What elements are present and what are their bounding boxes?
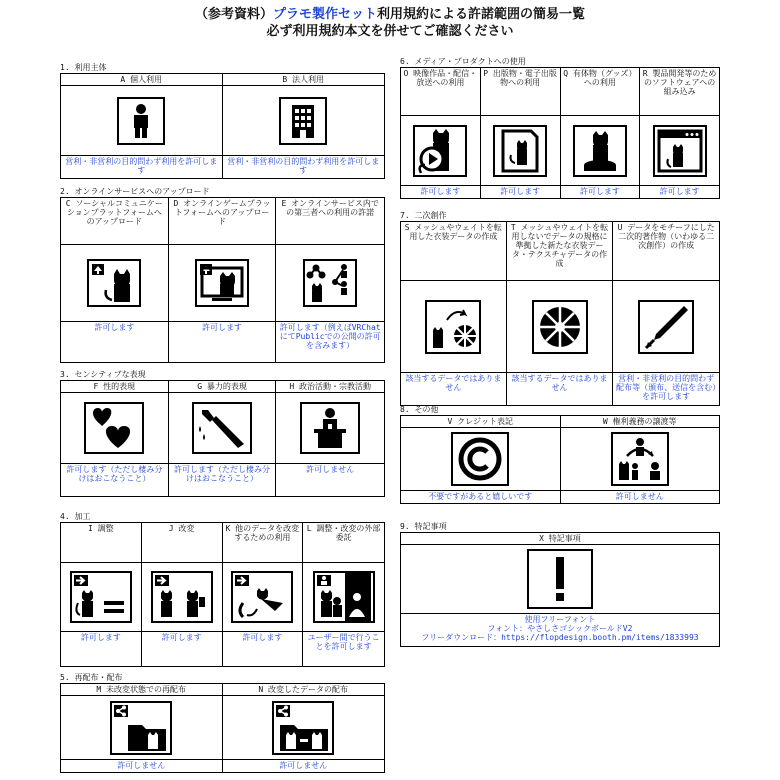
cell-header: F 性的表現	[61, 381, 168, 393]
outsource-icon	[313, 571, 375, 623]
cell-result: 許可します	[242, 633, 283, 642]
use-other-data-icon	[231, 571, 293, 623]
cell-new-costume-data	[507, 222, 614, 405]
section-redistribution	[60, 672, 385, 773]
section-title: 4. 加工	[60, 512, 91, 521]
cell-header: T メッシュやウェイトを転用しないでデータの規格に準拠した新たな衣装データ・テクスチャデータの作成	[507, 222, 613, 281]
section-other	[400, 404, 720, 504]
cell-header: I 調整	[61, 523, 141, 563]
transfer-rights-icon	[611, 432, 669, 486]
cell-game-upload	[169, 198, 277, 362]
cell-header: B 法人利用	[223, 74, 385, 86]
font-name: フォント：やさしさゴシックボールドV2	[487, 624, 633, 633]
cell-header: K 他のデータを改変するための利用	[223, 523, 303, 563]
cell-header: E オンラインサービス内での第三者への利用の許諾	[276, 198, 384, 245]
cell-result: 該当するデータではありません	[511, 374, 608, 392]
book-cat-icon	[493, 125, 547, 177]
cell-result: 許可します	[659, 187, 700, 196]
pen-icon	[638, 300, 694, 354]
cell-third-party-license	[276, 198, 385, 362]
cell-fan-creation	[613, 222, 720, 405]
cell-header: A 個人利用	[61, 74, 222, 86]
section-special-notes	[400, 521, 720, 647]
upload-cat-icon	[87, 259, 141, 307]
cell-result: ユーザー間で行うことを許可します	[307, 633, 380, 651]
section-derivative-works	[400, 210, 720, 406]
cell-result	[401, 614, 719, 646]
share-folder-icon	[110, 701, 172, 755]
knife-icon	[192, 402, 252, 454]
cell-credit	[401, 416, 561, 503]
cell-result: 許可します	[579, 187, 620, 196]
cell-result: 許可します	[500, 187, 541, 196]
cell-result: 営利・非営利の目的問わず利用を許可します	[227, 157, 380, 175]
cell-redistribute-unmodified	[61, 684, 223, 772]
cell-rights-transfer	[561, 416, 721, 503]
cell-adjust	[61, 523, 142, 666]
cell-header: X 特記事項	[401, 533, 719, 545]
share-modified-icon	[272, 701, 334, 755]
cell-result: 許可しません	[279, 761, 328, 770]
cell-result: 許可します	[80, 633, 121, 642]
cell-video-broadcast	[401, 68, 481, 198]
cell-result: 許可します	[94, 323, 135, 332]
cell-header: C ソーシャルコミュニケーションプラットフォームへのアップロード	[61, 198, 168, 245]
cell-special-note	[401, 533, 720, 646]
page-title: （参考資料）プラモ製作セット利用規約による許諾範囲の簡易一覧	[194, 7, 586, 22]
software-cat-icon	[653, 125, 707, 177]
cell-result: 許可します（ただし棲み分けはおこなうこと）	[66, 465, 163, 483]
cell-corporate-use	[223, 74, 386, 178]
cell-header: Q 有体物（グッズ）への利用	[561, 68, 640, 116]
cell-result: 許可しません	[117, 761, 166, 770]
cell-personal-use	[61, 74, 223, 178]
section-media-products	[400, 56, 720, 199]
cell-violent-expression	[169, 381, 277, 496]
section-title: 2. オンラインサービスへのアップロード	[60, 187, 210, 196]
cell-result: 営利・非営利の目的問わず利用を許可します	[65, 157, 218, 175]
building-icon	[279, 97, 327, 145]
section-processing	[60, 511, 385, 667]
cell-header: U データをモチーフにした二次的著作物（いわゆる二次創作）の作成	[613, 222, 719, 281]
copyright-icon	[451, 432, 509, 486]
cell-social-upload	[61, 198, 169, 362]
cell-outsource	[303, 523, 385, 666]
cell-political-religious	[276, 381, 385, 496]
section-title: 8. その他	[400, 405, 439, 414]
exclamation-icon	[527, 549, 593, 609]
font-download-link[interactable]: フリーダウンロード：https://flopdesign.booth.pm/items/1833993	[421, 633, 699, 642]
modify-cat-icon	[151, 571, 213, 623]
cell-result: 不要ですがあると嬉しいです	[428, 492, 533, 501]
title-accent: プラモ製作セット	[272, 7, 377, 22]
cell-header: L 調整・改変の外部委託	[303, 523, 384, 563]
cell-header: V クレジット表記	[401, 416, 560, 428]
cell-result: 許可します（ただし棲み分けはおこなうこと）	[174, 465, 270, 483]
cell-header: N 改変したデータの配布	[223, 684, 385, 696]
cell-result: 許可しません	[306, 465, 355, 474]
font-note: 使用フリーフォント	[524, 615, 596, 624]
cell-result: 許可します（例えばVRChatにてPublicでの公開の許可を含みます）	[279, 323, 381, 350]
cell-result: 許可します	[202, 323, 242, 332]
cell-result: 許可しません	[615, 492, 664, 501]
cell-header: J 改変	[142, 523, 222, 563]
cell-header: S メッシュやウェイトを転用した衣装データの作成	[401, 222, 506, 281]
cell-header: R 製品開発等のためのソフトウェアへの組み込み	[640, 68, 719, 116]
cell-modify	[142, 523, 223, 666]
page-subtitle: 必ず利用規約本文を併せてご確認ください	[266, 24, 514, 39]
cell-header: W 権利義務の譲渡等	[561, 416, 720, 428]
cell-header: D オンラインゲームプラットフォームへのアップロード	[169, 198, 276, 245]
mesh-transfer-icon	[425, 300, 481, 354]
section-title: 7. 二次創作	[400, 211, 447, 220]
share-users-icon	[303, 259, 357, 307]
cell-header: G 暴力的表現	[169, 381, 276, 393]
cell-sexual-expression	[61, 381, 169, 496]
video-cat-icon	[413, 125, 467, 177]
cell-use-for-other-data	[223, 523, 304, 666]
cell-header: O 映像作品・配信・放送への利用	[401, 68, 480, 116]
upload-monitor-cat-icon	[195, 259, 249, 307]
person-icon	[117, 97, 165, 145]
adjust-cat-icon	[70, 571, 132, 623]
section-title: 5. 再配布・配布	[60, 673, 123, 682]
cell-goods	[561, 68, 641, 198]
podium-icon	[300, 402, 360, 454]
section-title: 1. 利用主体	[60, 63, 107, 72]
cell-mesh-transfer	[401, 222, 507, 405]
cell-result: 許可します	[420, 187, 461, 196]
section-online-upload	[60, 186, 385, 363]
cell-header: P 出版物・電子出版物への利用	[481, 68, 560, 116]
cell-distribute-modified	[223, 684, 386, 772]
section-title: 6. メディア・プロダクトへの使用	[400, 57, 526, 66]
hearts-icon	[84, 402, 144, 454]
cell-header: H 政治活動・宗教活動	[276, 381, 384, 393]
cell-result: 営利・非営利の目的問わず配布等（頒布、送信を含む）を許可します	[616, 374, 717, 401]
cell-software-embed	[640, 68, 720, 198]
cell-header: M 未改変状態での再配布	[61, 684, 222, 696]
fabric-icon	[532, 300, 588, 354]
cell-result: 許可します	[161, 633, 202, 642]
cell-publication	[481, 68, 561, 198]
section-title: 9. 特記事項	[400, 522, 447, 531]
section-title: 3. センシティブな表現	[60, 370, 146, 379]
section-usage-subject	[60, 62, 385, 179]
cell-result: 該当するデータではありません	[405, 374, 502, 392]
section-sensitive-expression	[60, 369, 385, 497]
figure-cat-icon	[573, 125, 627, 177]
